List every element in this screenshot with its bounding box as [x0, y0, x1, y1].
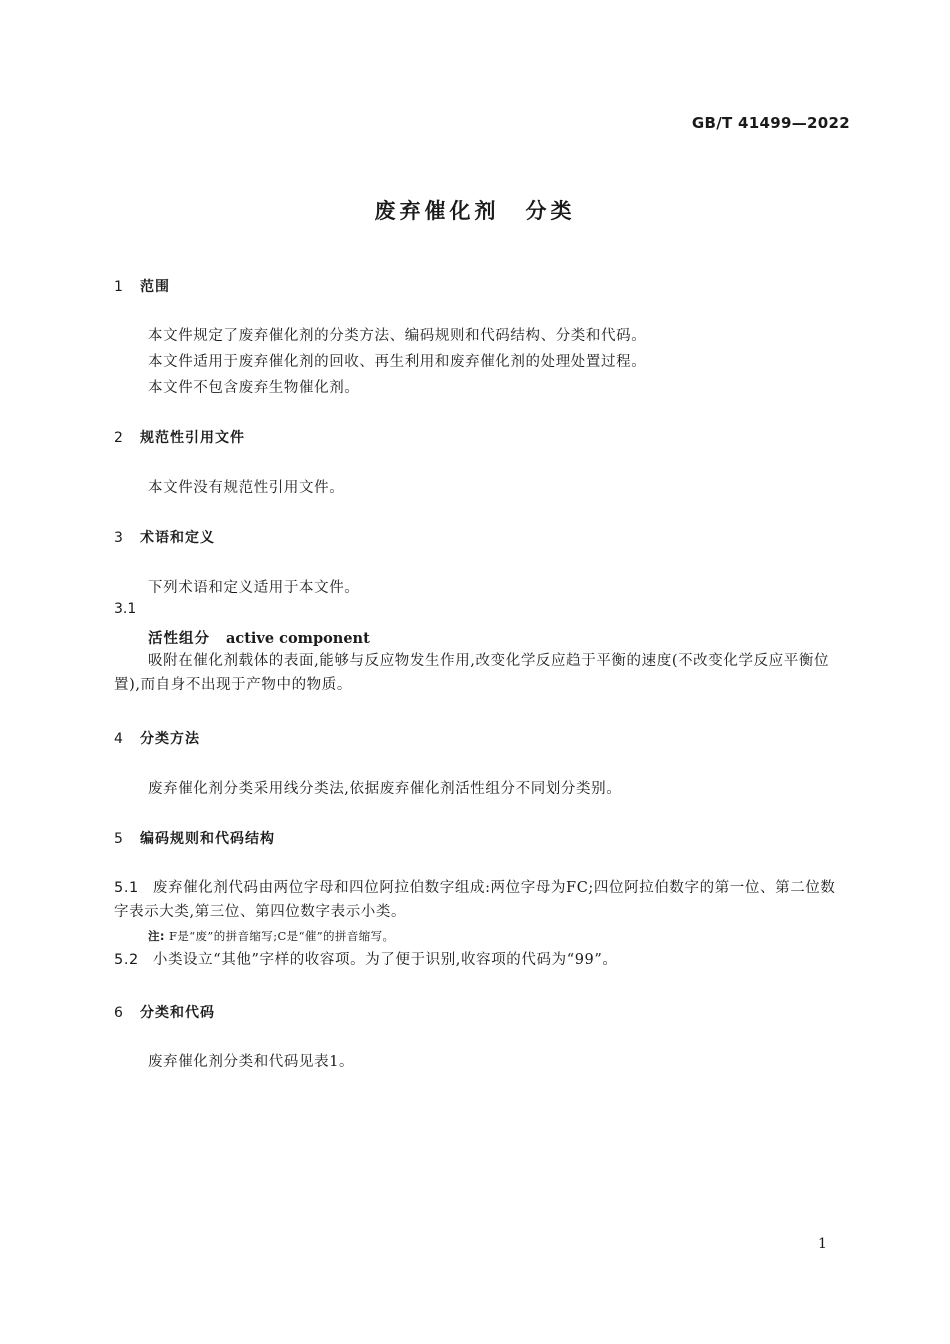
term-entry-title: 活性组分 active component — [148, 630, 370, 647]
section-5-heading: 5 编码规则和代码结构 — [114, 831, 275, 847]
note: 注: F是“废”的拼音缩写;C是“催”的拼音缩写。 — [148, 929, 395, 943]
term-entry-definition: 吸附在催化剂载体的表面,能够与反应物发生作用,改变化学反应趋于平衡的速度(不改变化学反应平衡位置),而自身不出现于产物中的物质。 — [114, 653, 830, 693]
page-number: 1 — [818, 1236, 827, 1252]
section-3-paragraph-1: 下列术语和定义适用于本文件。 — [148, 580, 360, 596]
clause-5-1: 5.1 废弃催化剂代码由两位字母和四位阿拉伯数字组成:两位字母为FC;四位阿拉伯数字的第一位、第二位数字表示大类,第三位、第四位数字表示小类。 — [114, 880, 836, 920]
section-4-paragraph-1: 废弃催化剂分类采用线分类法,依据废弃催化剂活性组分不同划分类别。 — [148, 781, 622, 797]
document-title — [0, 195, 950, 225]
section-1-paragraph-1: 本文件规定了废弃催化剂的分类方法、编码规则和代码结构、分类和代码。 — [148, 328, 647, 344]
section-1-paragraph-2: 本文件适用于废弃催化剂的回收、再生利用和废弃催化剂的处理处置过程。 — [148, 354, 647, 370]
clause-5-2: 5.2 小类设立“其他”字样的收容项。为了便于识别,收容项的代码为“99”。 — [114, 952, 618, 968]
title-part1: 废弃催化剂 — [374, 199, 500, 223]
section-6-heading: 6 分类和代码 — [114, 1005, 215, 1021]
section-3-heading: 3 术语和定义 — [114, 530, 215, 546]
section-4-heading: 4 分类方法 — [114, 731, 200, 747]
section-1-heading: 1 范围 — [114, 279, 170, 295]
title-part2: 分类 — [525, 199, 576, 223]
term-entry-number: 3.1 — [114, 601, 137, 617]
section-1-paragraph-3: 本文件不包含废弃生物催化剂。 — [148, 380, 360, 396]
standard-number: GB/T 41499—2022 — [691, 114, 850, 132]
section-6-paragraph-1: 废弃催化剂分类和代码见表1。 — [148, 1054, 355, 1070]
section-2-paragraph-1: 本文件没有规范性引用文件。 — [148, 480, 345, 496]
section-2-heading: 2 规范性引用文件 — [114, 430, 245, 446]
